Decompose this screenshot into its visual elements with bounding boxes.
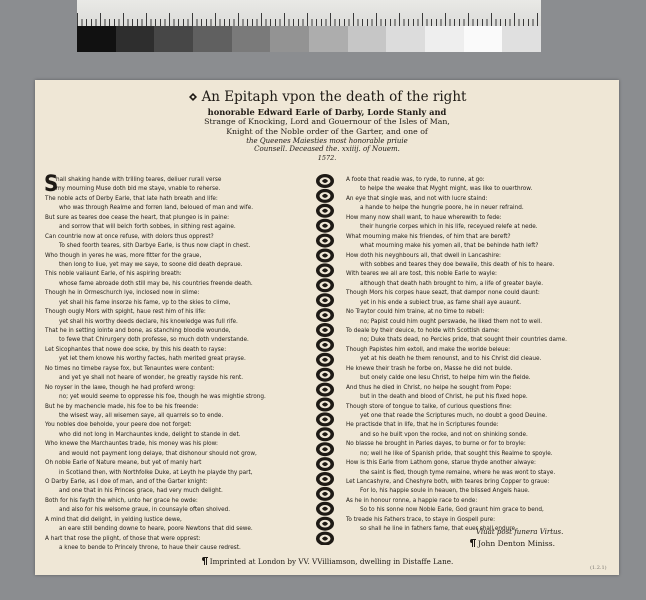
author-signature bbox=[469, 539, 555, 548]
gray-patch bbox=[193, 26, 232, 52]
grayscale-patches bbox=[77, 26, 541, 52]
ornament-unit bbox=[316, 398, 334, 412]
verse-line: No blasse he brought in Paries dayes, to burne or for to broyle: bbox=[346, 440, 526, 448]
subtitle-line-1: honorable Edward Earle of Darby, Lorde Stanly and bbox=[207, 107, 447, 117]
verse-line: Who knewe the Marchauntes trade, his money was his plow: bbox=[45, 440, 218, 448]
verse-line: although that death hath brought to him, a life of greater bayle. bbox=[360, 279, 544, 287]
color-calibration-strip bbox=[77, 0, 541, 52]
verse-line: Let Lancashyre, and Cheshyre both, with teares bring Copper to graue: bbox=[346, 478, 550, 485]
gray-patch bbox=[77, 26, 116, 52]
subtitle-line-2: Strange of Knocking, Lord and Gouernour of the Isles of Man, bbox=[204, 117, 450, 126]
ornament-unit bbox=[316, 368, 334, 382]
verse-line: to helpe the weake that Myght might, was like to ouerthrow. bbox=[360, 185, 533, 193]
verse-line: Let Sicophantes that nowe doe scke, by this his death to rayse: bbox=[45, 345, 227, 353]
verse-line: yet in his ende a subiect true, as fame shall aye auaunt. bbox=[360, 298, 522, 306]
verse-line: Though store of tongue to talke, of curious questions fine: bbox=[346, 402, 512, 410]
ornament-unit bbox=[316, 308, 334, 322]
verse-line: So to his sonne now Noble Earle, God graunt him grace to bend, bbox=[360, 506, 544, 514]
verse-line: but in the death and blood of Christ, he put his fixed hope. bbox=[360, 393, 528, 401]
verse-line: what mourning make his yomen all, that be behinde hath left? bbox=[360, 242, 539, 250]
verse-line: their hungrie corpes which in his life, receyued relefe at nede. bbox=[360, 223, 538, 231]
gray-patch bbox=[502, 26, 541, 52]
verse-line: and so he built vpon the rocke, and not on shinking sonde. bbox=[360, 430, 528, 438]
verse-line: and yet ye shall not heare of wonder, he greatly raysde his rent. bbox=[59, 374, 244, 382]
gray-patch bbox=[270, 26, 309, 52]
verse-line: a knee to bende to Princely throne, to haue their cause redrest. bbox=[59, 544, 241, 552]
verse-line: yet let them knowe his worthy factes, hath merited great prayse. bbox=[59, 355, 246, 363]
verse-line: yet shall his fame insorze his fame, vp to the skies to clime, bbox=[59, 298, 231, 306]
verse-line: To treade his Fathers trace, to staye in Gospell pure: bbox=[346, 515, 496, 523]
verse-line: This noble valiaunt Earle, of his aspiring breath: bbox=[45, 270, 182, 278]
ornament-unit bbox=[316, 204, 334, 218]
verse-line: A mind that did delight, in yelding Iustice dewe, bbox=[45, 515, 182, 523]
ornament-unit bbox=[316, 174, 334, 188]
verse-line: who did not long in Marchauntes knde, delight to stande in det. bbox=[59, 430, 241, 438]
verse-line: How doth his neyghbours all, that dwell in Lancashire: bbox=[346, 251, 501, 259]
subtitle-line-3: Knight of the Noble order of the Garter, and one of bbox=[226, 127, 428, 136]
gray-patch bbox=[232, 26, 271, 52]
ornament-unit bbox=[316, 293, 334, 307]
verse-line: But sure as teares doe cease the heart, that plungeo is in paine: bbox=[45, 213, 230, 221]
gray-patch bbox=[116, 26, 155, 52]
verse-line: the wisest way, all wisemen saye, all quarrels so to ende. bbox=[59, 411, 224, 419]
verse-line: For lo, his happie soule in heauen, the blissed Angels haue. bbox=[360, 487, 530, 495]
gray-patch bbox=[154, 26, 193, 52]
verse-line: He knewe their trash he forbe on, Masse he did not bulde. bbox=[346, 364, 513, 372]
ornament-unit bbox=[316, 234, 334, 248]
verse-line: How is this Earle from Lathom gone, starue thyde another alwaye: bbox=[346, 459, 536, 467]
verse-line: Though he in Ormeschurch lye, inclosed now in slime: bbox=[45, 289, 200, 297]
verse-line: and also for his welsome graue, in counsayle often sholved. bbox=[59, 506, 231, 514]
verse-line: and would not payment long delaye, that dishonour should not grow, bbox=[59, 449, 257, 457]
subtitle-line-5: Counsell. Deceased the. xxiiij. of Nouem. bbox=[254, 145, 400, 153]
verse-line: A hart that rose the plight, of those that were opprest: bbox=[45, 534, 201, 542]
verse-line: and one that in his Princes grace, had very much delight. bbox=[59, 487, 223, 495]
verse-line: no; Papist could him ought perswade, he liked them not to well. bbox=[360, 317, 543, 325]
verse-line: yet shall his worthy deeds declare, his knowledge was full rife. bbox=[59, 317, 238, 325]
left-verse-column bbox=[44, 172, 307, 553]
verse-line: an eare still bending downe to heare, poore Newtons that did sewe. bbox=[59, 525, 253, 533]
verse-line: You nobles doe beholde, your peere doe not forget: bbox=[45, 421, 192, 429]
verse-line: to fewe that Chirurgery doth professe, so much doth vnderstande. bbox=[59, 336, 249, 344]
verse-line: no; yet would seeme to oppresse his foe, though he was mightie strong. bbox=[59, 393, 266, 401]
fleuron-icon bbox=[188, 92, 198, 102]
ornament-unit bbox=[316, 502, 334, 516]
gray-patch bbox=[386, 26, 425, 52]
verse-line: A foote that readie was, to ryde, to runne, at go: bbox=[346, 176, 485, 183]
verse-line: No Traytor could him traine, at no time to rebell: bbox=[346, 308, 485, 316]
verse-line: No royser in the lawe, though he had proferd wrong: bbox=[45, 383, 195, 391]
gray-patch bbox=[425, 26, 464, 52]
verse-line: who was through Realme and forren land, beloued of man and wife. bbox=[59, 204, 254, 212]
pilcrow-icon bbox=[469, 539, 476, 547]
ornament-unit bbox=[316, 457, 334, 471]
broadside-sheet bbox=[35, 80, 619, 575]
verse-line: yet at his death he them renounst, and to his Christ did cleaue. bbox=[360, 355, 542, 363]
ornament-unit bbox=[316, 517, 334, 531]
printer-imprint bbox=[35, 557, 619, 566]
ornament-unit bbox=[316, 472, 334, 486]
ornament-unit bbox=[316, 278, 334, 292]
verse-line: No times no timebe rayse fox, but Tenauntes were content: bbox=[45, 364, 215, 372]
gray-patch bbox=[309, 26, 348, 52]
imprint-text: Imprinted at London by VV. VVilliamson, dwelling in Distaffe Lane. bbox=[209, 557, 454, 566]
verse-line: yet one that reade the Scriptures much, no doubt a good Deuine. bbox=[360, 411, 548, 419]
verse-line: Though Mors his corpes haue seazt, that dampor none could daunt: bbox=[346, 289, 540, 297]
ornament-unit bbox=[316, 412, 334, 426]
verse-line: The noble acts of Derby Earle, that late hath breath and life: bbox=[45, 194, 218, 202]
ornamental-column-border bbox=[310, 173, 340, 545]
ornament-unit bbox=[316, 249, 334, 263]
verse-line: How many now shall want, to haue wherewith to fede: bbox=[346, 213, 502, 221]
ornament-unit bbox=[316, 353, 334, 367]
broadside-title-line bbox=[35, 89, 619, 105]
verse-line: and sorrow that will belch forth sobbes, in sithing rest againe. bbox=[59, 223, 236, 231]
ornament-unit bbox=[316, 189, 334, 203]
ornament-unit bbox=[316, 263, 334, 277]
ornament-unit bbox=[316, 487, 334, 501]
verse-line: Oh noble Earle of Nature meane, but yet of manly hart bbox=[45, 459, 202, 467]
verse-line: with sobbes and teares they doe bewaile, this death of his to heare. bbox=[360, 260, 555, 268]
verse-line: With teares we all are tost, this noble Earle to wayle: bbox=[346, 270, 497, 278]
verse-line: To shed foorth teares, sith Darbye Earle, is thus now clapt in chest. bbox=[59, 242, 251, 250]
author-name: John Denton Miniss. bbox=[478, 539, 555, 548]
verse-line: no; Duke thats dead, no Percies pride, that sought their countries dame. bbox=[360, 336, 567, 344]
verse-line: That he in setting iointe and bone, as stanching bloodie wounde, bbox=[45, 327, 231, 334]
ornament-unit bbox=[316, 323, 334, 337]
verse-line: As he in honour ronne, a happie race to ende: bbox=[346, 496, 478, 504]
verse-line: the saint is fled, though tyme remaine, where he was wont to staye. bbox=[360, 468, 556, 476]
verse-line: a hande to helpe the hungrie poore, he in neuer refraind. bbox=[360, 204, 524, 212]
latin-motto: Viuat post funera Virtus. bbox=[476, 528, 564, 536]
title-text: An Epitaph vpon the death of the right bbox=[201, 89, 467, 105]
ornament-unit bbox=[316, 442, 334, 456]
death-date: 1572. bbox=[317, 154, 337, 162]
verse-line: But he by machencle made, his foe to be his freende: bbox=[45, 402, 199, 410]
right-verse-column bbox=[346, 175, 608, 534]
verse-line: so shall he line in fathers fame, that euer shall endure. bbox=[360, 525, 517, 533]
verse-line: He practisde that in life, that he in Scriptures founde: bbox=[346, 421, 499, 429]
verse-line: Though ougly Mors with spight, haue rest him of his life: bbox=[45, 308, 206, 316]
verse-line: hall shaking hande with trilling teares, deliuer rurall verse bbox=[56, 176, 222, 183]
pilcrow-icon bbox=[201, 557, 208, 565]
gray-patch bbox=[464, 26, 503, 52]
verse-line: What mourning make his friendes, of him that are bereft? bbox=[346, 232, 511, 240]
verse-line: Both for his fayth the which, unto her grace he owde: bbox=[45, 496, 198, 504]
verse-line: O Darby Earle, as I doe of man, and of the Garter knight: bbox=[45, 478, 208, 485]
subtitle-line-4: the Queenes Maiesties most honorable priuie bbox=[246, 137, 408, 145]
verse-line: Though Papistes him extoll, and make the worlde beleue: bbox=[346, 345, 511, 353]
verse-line: Who though in yeres he was, more fitter for the graue, bbox=[45, 251, 202, 259]
verse-line: An eye that single was, and not with lucre staind: bbox=[346, 194, 488, 202]
verse-line: And thus he died in Christ, no helpe he sought from Pope: bbox=[346, 383, 512, 391]
ornament-unit bbox=[316, 532, 334, 545]
library-shelfmark: (1.2.1) bbox=[590, 565, 607, 571]
verse-line: in Scotland then, with Northfolke Duke, at Leyth he playde thy part, bbox=[59, 468, 253, 476]
verse-line: no; well he like of Spanish pride, that sought this Realme to spoyle. bbox=[360, 449, 553, 457]
drop-capital: S bbox=[44, 172, 59, 197]
measurement-ruler bbox=[77, 0, 541, 26]
ornament-unit bbox=[316, 427, 334, 441]
ornament-unit bbox=[316, 383, 334, 397]
ornament-unit bbox=[316, 338, 334, 352]
verse-line: Can countrie now at once refuse, with dolors thus opprest? bbox=[45, 232, 214, 240]
gray-patch bbox=[348, 26, 387, 52]
verse-line: my mourning Muse doth bid me staye, vnable to reherse. bbox=[56, 185, 221, 193]
verse-line: whose fame abroade doth still may be, his countries freende death. bbox=[59, 279, 253, 287]
verse-line: but onely calde one Iesu Christ, to helpe him win the fielde. bbox=[360, 374, 531, 382]
ornament-unit bbox=[316, 219, 334, 233]
verse-line: To deale by their deuice, to holde with Scottish dame: bbox=[346, 327, 500, 334]
verse-line: then long to liue, yet may we saye, to soone did death depraue. bbox=[59, 260, 243, 268]
